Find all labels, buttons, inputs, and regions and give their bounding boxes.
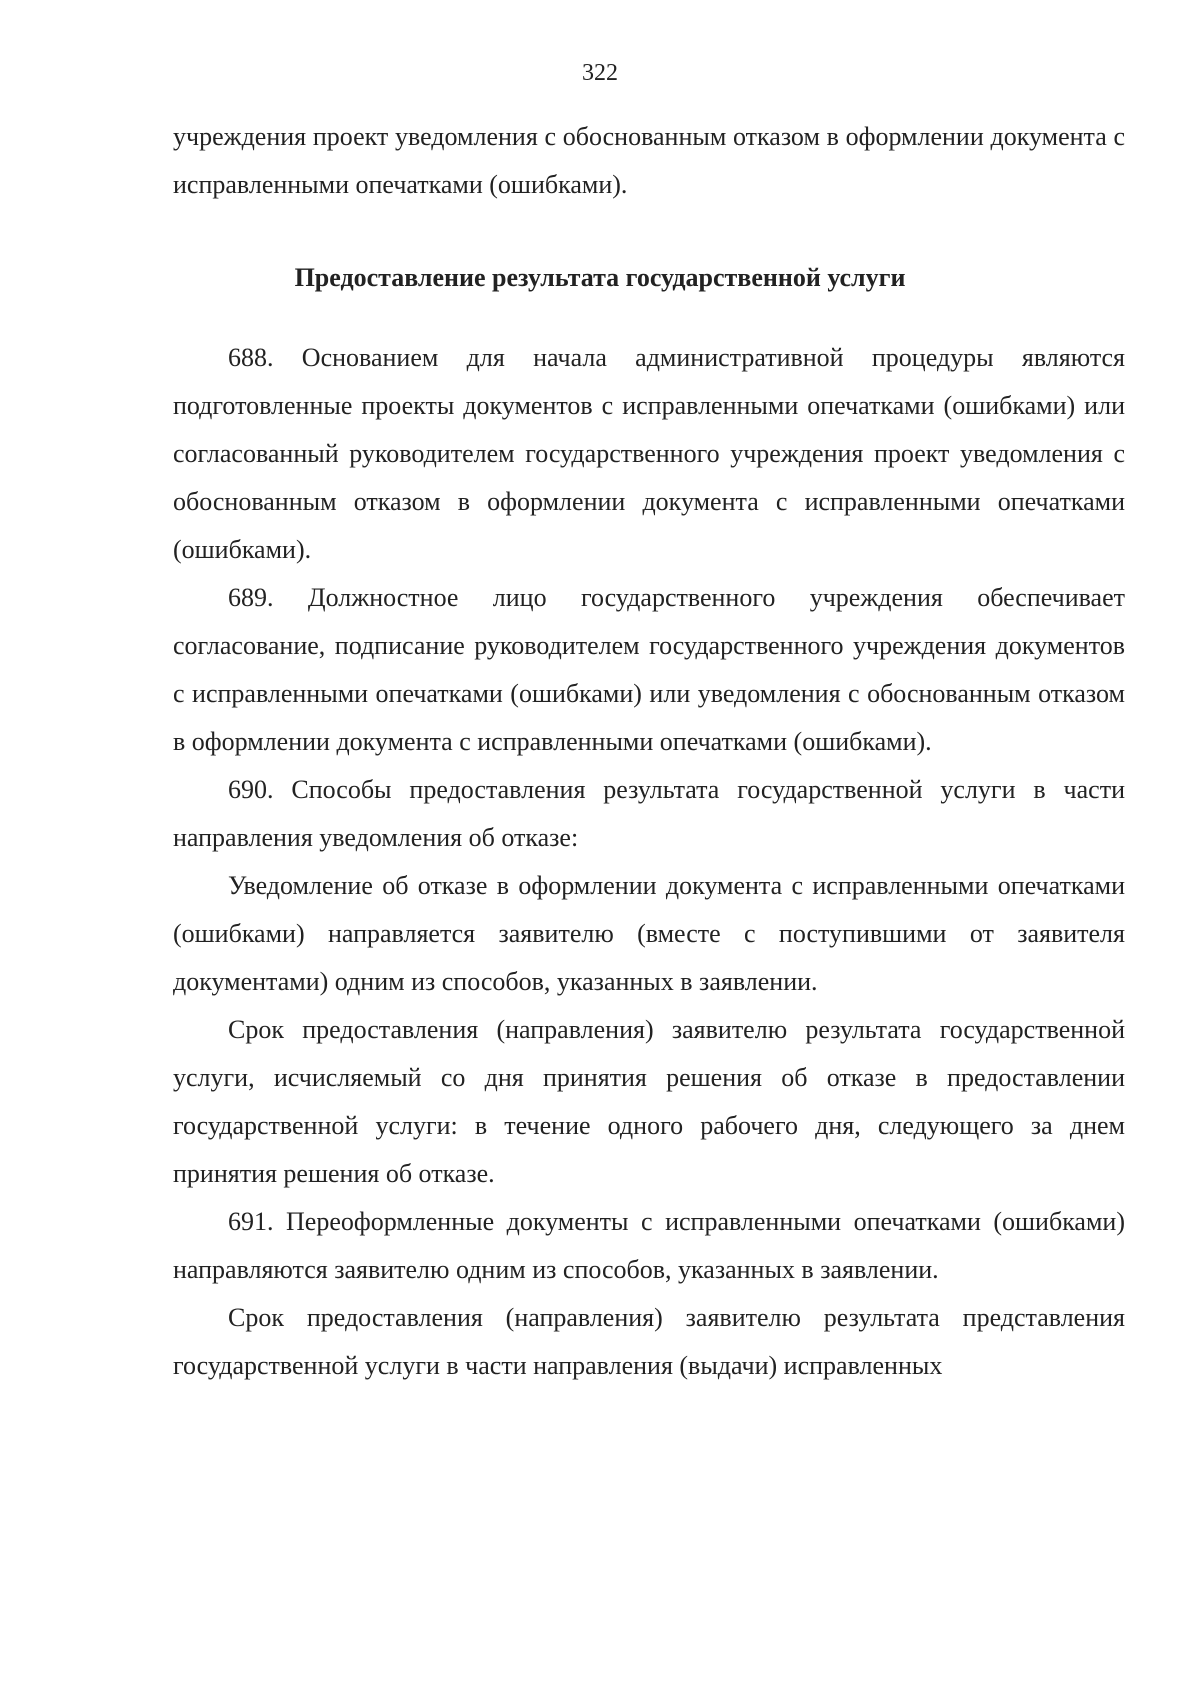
paragraph-689: 689. Должностное лицо государственного учреждения обеспечивает согласование, подписание руководителем государственного учреждения документов с исправленными опечатками (ошибками) или уведомления с обоснованным отказом в оформлении документа с исправленными опечатками (ошибками). [173,583,1125,756]
body-text [173,334,1125,1390]
paragraph-issue-deadline: Срок предоставления (направления) заявителю результата представления государственной услуги в части направления (выдачи) исправленных [173,1303,1125,1380]
section-heading: Предоставление результата государственной услуги [294,263,906,292]
paragraph-688: 688. Основанием для начала административной процедуры являются подготовленные проекты документов с исправленными опечатками (ошибками) или согласованный руководителем государственного учреждения проект уведомления с обоснованным отказом в оформлении документа с исправленными опечатками (ошибками). [173,343,1125,564]
paragraph-refusal-deadline: Срок предоставления (направления) заявителю результата государственной услуги, исчисляемый со дня принятия решения об отказе в предоставлении государственной услуги: в течение одного рабочего дня, следующего за днем принятия решения об отказе. [173,1015,1125,1188]
paragraph-691: 691. Переоформленные документы с исправленными опечатками (ошибками) направляются заявителю одним из способов, указанных в заявлении. [173,1207,1125,1284]
paragraph-refusal-notice: Уведомление об отказе в оформлении документа с исправленными опечатками (ошибками) направляется заявителю (вместе с поступившими от заявителя документами) одним из способов, указанных в заявлении. [173,871,1125,996]
paragraph-690: 690. Способы предоставления результата государственной услуги в части направления уведомления об отказе: [173,775,1125,852]
continuation-paragraph: учреждения проект уведомления с обоснованным отказом в оформлении документа с исправленными опечатками (ошибками). [173,122,1125,199]
page-number: 322 [582,60,618,86]
